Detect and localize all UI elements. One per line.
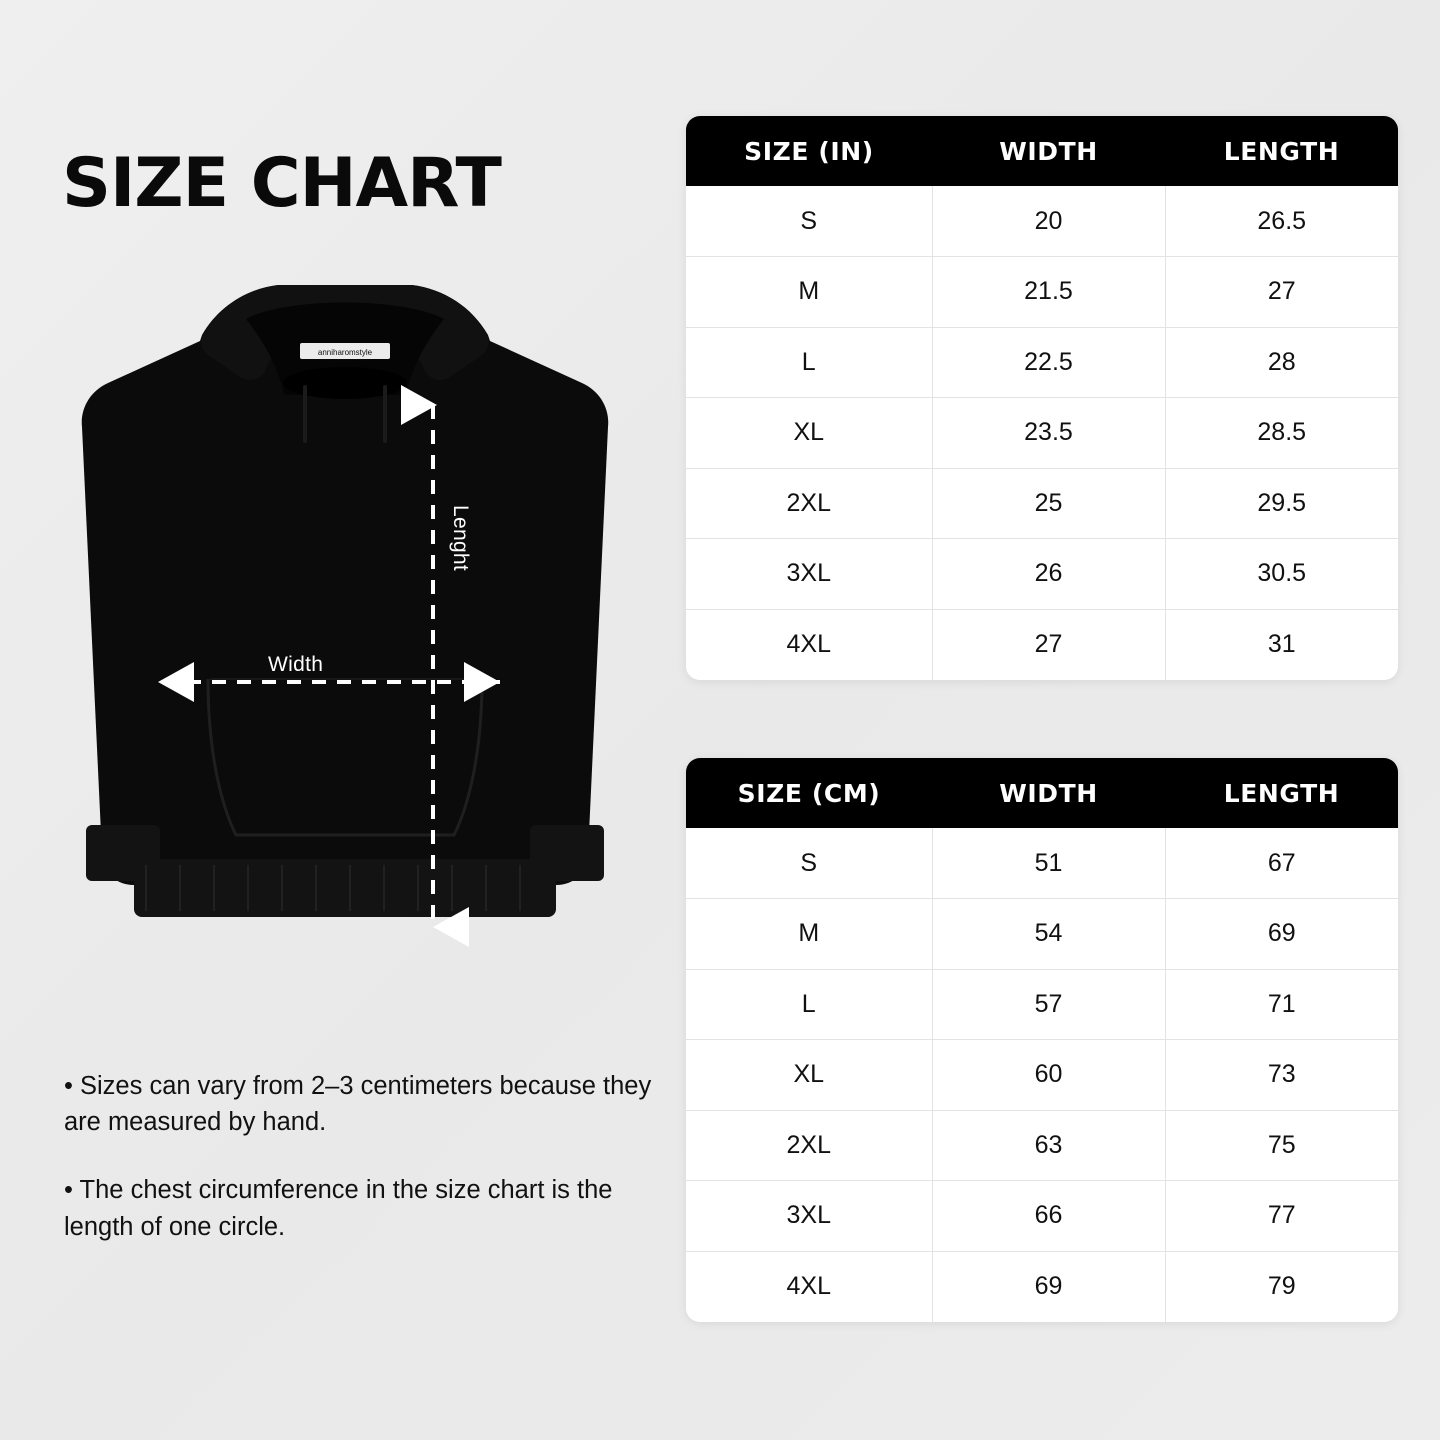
cell-length: 31 — [1165, 609, 1398, 680]
cell-width: 23.5 — [932, 398, 1165, 469]
table-row — [686, 828, 1398, 899]
page-title: SIZE CHART — [62, 144, 501, 223]
svg-text:anniharomstyle: anniharomstyle — [317, 348, 373, 357]
cell-length: 71 — [1165, 969, 1398, 1040]
hoodie-illustration — [50, 255, 640, 975]
cell-size: XL — [686, 1040, 932, 1111]
table-row — [686, 609, 1398, 680]
cell-size: L — [686, 969, 932, 1040]
cell-size: 4XL — [686, 1251, 932, 1322]
table-head — [686, 116, 1398, 186]
cell-width: 69 — [932, 1251, 1165, 1322]
column-header-width: WIDTH — [932, 116, 1165, 186]
cell-size: M — [686, 899, 932, 970]
table-row — [686, 468, 1398, 539]
cell-width: 25 — [932, 468, 1165, 539]
column-header-length: LENGTH — [1165, 758, 1398, 828]
table-row — [686, 969, 1398, 1040]
cell-width: 51 — [932, 828, 1165, 899]
cell-width: 57 — [932, 969, 1165, 1040]
cell-length: 69 — [1165, 899, 1398, 970]
cell-width: 63 — [932, 1110, 1165, 1181]
cell-length: 73 — [1165, 1040, 1398, 1111]
table-row — [686, 1040, 1398, 1111]
table-centimeters — [686, 758, 1398, 1322]
cell-length: 29.5 — [1165, 468, 1398, 539]
cell-width: 27 — [932, 609, 1165, 680]
cell-width: 22.5 — [932, 327, 1165, 398]
cell-width: 66 — [932, 1181, 1165, 1252]
cell-size: L — [686, 327, 932, 398]
cell-width: 54 — [932, 899, 1165, 970]
cell-size: 4XL — [686, 609, 932, 680]
table-row — [686, 539, 1398, 610]
cell-size: 3XL — [686, 539, 932, 610]
cell-length: 75 — [1165, 1110, 1398, 1181]
cell-length: 27 — [1165, 257, 1398, 328]
title-block — [62, 144, 662, 223]
cell-size: 2XL — [686, 1110, 932, 1181]
cell-width: 26 — [932, 539, 1165, 610]
table-row — [686, 1251, 1398, 1322]
column-header-length: LENGTH — [1165, 116, 1398, 186]
size-table-centimeters — [686, 758, 1398, 1322]
cell-size: 3XL — [686, 1181, 932, 1252]
cell-size: XL — [686, 398, 932, 469]
cell-length: 77 — [1165, 1181, 1398, 1252]
table-head — [686, 758, 1398, 828]
width-dimension-label: Width — [268, 653, 324, 676]
table-row — [686, 1110, 1398, 1181]
cell-width: 60 — [932, 1040, 1165, 1111]
table-header-row — [686, 758, 1398, 828]
note-item: • The chest circumference in the size chart is the length of one circle. — [64, 1176, 613, 1241]
table-row — [686, 327, 1398, 398]
cell-length: 28 — [1165, 327, 1398, 398]
table-row — [686, 186, 1398, 257]
table-header-row — [686, 116, 1398, 186]
cell-size: M — [686, 257, 932, 328]
cell-length: 30.5 — [1165, 539, 1398, 610]
table-body — [686, 186, 1398, 680]
cell-length: 28.5 — [1165, 398, 1398, 469]
cell-size: 2XL — [686, 468, 932, 539]
table-row — [686, 398, 1398, 469]
cell-length: 67 — [1165, 828, 1398, 899]
length-dimension-label: Lenght — [449, 505, 472, 572]
column-header-width: WIDTH — [932, 758, 1165, 828]
cell-length: 79 — [1165, 1251, 1398, 1322]
notes-block — [64, 1068, 654, 1245]
cell-width: 21.5 — [932, 257, 1165, 328]
column-header-size: SIZE (IN) — [686, 116, 932, 186]
table-row — [686, 1181, 1398, 1252]
cell-width: 20 — [932, 186, 1165, 257]
cell-length: 26.5 — [1165, 186, 1398, 257]
table-row — [686, 257, 1398, 328]
table-body — [686, 828, 1398, 1322]
note-item: • Sizes can vary from 2–3 centimeters because they are measured by hand. — [64, 1072, 652, 1137]
cell-size: S — [686, 186, 932, 257]
table-inches — [686, 116, 1398, 680]
column-header-size: SIZE (CM) — [686, 758, 932, 828]
size-table-inches — [686, 116, 1398, 680]
cell-size: S — [686, 828, 932, 899]
table-row — [686, 899, 1398, 970]
hoodie-graphic — [50, 255, 640, 975]
